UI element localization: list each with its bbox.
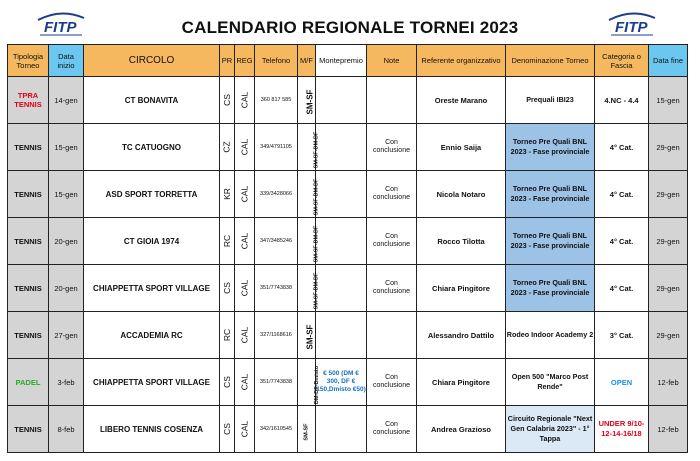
cell-reg: CAL bbox=[235, 171, 255, 218]
cell-categoria: 4° Cat. bbox=[595, 218, 649, 265]
cell-data-inizio: 8-feb bbox=[49, 406, 84, 453]
cell-data-fine: 29-gen bbox=[649, 265, 688, 312]
cell-circolo: CT GIOIA 1974 bbox=[84, 218, 220, 265]
page-title: CALENDARIO REGIONALE TORNEI 2023 bbox=[181, 18, 519, 37]
cell-circolo: LIBERO TENNIS COSENZA bbox=[84, 406, 220, 453]
table-row bbox=[8, 359, 688, 406]
cell-circolo: CHIAPPETTA SPORT VILLAGE bbox=[84, 359, 220, 406]
cell-tipologia: TENNIS bbox=[8, 406, 49, 453]
cell-circolo: CT BONAVITA bbox=[84, 77, 220, 124]
cell-mf: SM-SF bbox=[298, 312, 316, 359]
cell-tipologia: PADEL bbox=[8, 359, 49, 406]
cell-data-inizio: 20-gen bbox=[49, 265, 84, 312]
col-header-denominazione: Denominazione Torneo bbox=[506, 45, 595, 77]
cell-mf: DM-DF-Dmisto bbox=[298, 359, 316, 406]
cell-telefono: 327/1168616 bbox=[255, 312, 298, 359]
cell-mf: SM-SF-DM-DF bbox=[298, 171, 316, 218]
cell-pr: RC bbox=[220, 312, 235, 359]
col-header-circolo: CIRCOLO bbox=[84, 45, 220, 77]
cell-pr: CS bbox=[220, 359, 235, 406]
cell-mf: SM-SF bbox=[298, 77, 316, 124]
tournament-calendar-table bbox=[7, 44, 688, 453]
cell-montepremio: € 500 (DM € 300, DF € 150,Dmisto €50) bbox=[316, 359, 367, 406]
cell-telefono: 342/1610545 bbox=[255, 406, 298, 453]
cell-montepremio bbox=[316, 124, 367, 171]
cell-telefono: 351/7743838 bbox=[255, 359, 298, 406]
cell-note: Con conclusione bbox=[367, 218, 417, 265]
cell-tipologia: TENNIS bbox=[8, 265, 49, 312]
cell-reg: CAL bbox=[235, 218, 255, 265]
cell-pr: CS bbox=[220, 406, 235, 453]
cell-referente: Chiara Pingitore bbox=[417, 265, 506, 312]
cell-categoria: OPEN bbox=[595, 359, 649, 406]
cell-referente: Alessandro Dattilo bbox=[417, 312, 506, 359]
cell-note: Con conclusione bbox=[367, 359, 417, 406]
cell-data-fine: 29-gen bbox=[649, 312, 688, 359]
col-header-note: Note bbox=[367, 45, 417, 77]
cell-montepremio bbox=[316, 218, 367, 265]
cell-denominazione: Rodeo Indoor Academy 2 bbox=[506, 312, 595, 359]
table-row bbox=[8, 77, 688, 124]
cell-categoria: 4° Cat. bbox=[595, 124, 649, 171]
cell-circolo: TC CATUOGNO bbox=[84, 124, 220, 171]
col-header-referente: Referente organizzativo bbox=[417, 45, 506, 77]
table-row bbox=[8, 218, 688, 265]
cell-categoria: 4° Cat. bbox=[595, 265, 649, 312]
cell-data-fine: 29-gen bbox=[649, 124, 688, 171]
cell-montepremio bbox=[316, 77, 367, 124]
cell-data-inizio: 14-gen bbox=[49, 77, 84, 124]
cell-denominazione: Torneo Pre Quali BNL 2023 - Fase provinciale bbox=[506, 265, 595, 312]
cell-data-inizio: 15-gen bbox=[49, 124, 84, 171]
cell-montepremio bbox=[316, 171, 367, 218]
cell-telefono: 351/7743838 bbox=[255, 265, 298, 312]
cell-categoria: 4° Cat. bbox=[595, 171, 649, 218]
cell-note: Con conclusione bbox=[367, 124, 417, 171]
cell-pr: CZ bbox=[220, 124, 235, 171]
table-row bbox=[8, 171, 688, 218]
cell-reg: CAL bbox=[235, 312, 255, 359]
cell-montepremio bbox=[316, 312, 367, 359]
col-header-data-inizio: Data inizio bbox=[49, 45, 84, 77]
cell-mf: SM-SF bbox=[298, 406, 316, 453]
cell-referente: Ennio Saija bbox=[417, 124, 506, 171]
cell-pr: KR bbox=[220, 171, 235, 218]
table-row bbox=[8, 312, 688, 359]
cell-montepremio bbox=[316, 265, 367, 312]
cell-telefono: 349/4791105 bbox=[255, 124, 298, 171]
cell-tipologia: TENNIS bbox=[8, 218, 49, 265]
cell-referente: Chiara Pingitore bbox=[417, 359, 506, 406]
cell-data-inizio: 15-gen bbox=[49, 171, 84, 218]
table-header-row bbox=[8, 45, 688, 77]
cell-note bbox=[367, 312, 417, 359]
cell-telefono: 347/3485246 bbox=[255, 218, 298, 265]
cell-pr: RC bbox=[220, 218, 235, 265]
cell-circolo: CHIAPPETTA SPORT VILLAGE bbox=[84, 265, 220, 312]
col-header-montepremio: Montepremio bbox=[316, 45, 367, 77]
cell-reg: CAL bbox=[235, 77, 255, 124]
cell-data-inizio: 27-gen bbox=[49, 312, 84, 359]
cell-reg: CAL bbox=[235, 265, 255, 312]
col-header-mf: M/F bbox=[298, 45, 316, 77]
col-header-reg: REG bbox=[235, 45, 255, 77]
svg-text:FITP: FITP bbox=[615, 19, 648, 36]
cell-data-fine: 12-feb bbox=[649, 406, 688, 453]
cell-categoria: 3° Cat. bbox=[595, 312, 649, 359]
table-row bbox=[8, 406, 688, 453]
cell-categoria: UNDER 9/10-12-14-16/18 bbox=[595, 406, 649, 453]
cell-referente: Oreste Marano bbox=[417, 77, 506, 124]
cell-mf: SM-SF-DM-DF bbox=[298, 265, 316, 312]
cell-pr: CS bbox=[220, 265, 235, 312]
cell-denominazione: Circuito Regionale "Next Gen Calabria 2023" - 1° Tappa bbox=[506, 406, 595, 453]
table-row bbox=[8, 265, 688, 312]
cell-data-fine: 12-feb bbox=[649, 359, 688, 406]
cell-circolo: ASD SPORT TORRETTA bbox=[84, 171, 220, 218]
cell-reg: CAL bbox=[235, 406, 255, 453]
col-header-data-fine: Data fine bbox=[649, 45, 688, 77]
cell-tipologia: TENNIS bbox=[8, 312, 49, 359]
cell-reg: CAL bbox=[235, 359, 255, 406]
cell-montepremio bbox=[316, 406, 367, 453]
cell-data-fine: 15-gen bbox=[649, 77, 688, 124]
cell-denominazione: Torneo Pre Quali BNL 2023 - Fase provinciale bbox=[506, 171, 595, 218]
cell-categoria: 4.NC - 4.4 bbox=[595, 77, 649, 124]
col-header-categoria: Categoria o Fascia bbox=[595, 45, 649, 77]
cell-referente: Andrea Grazioso bbox=[417, 406, 506, 453]
cell-note bbox=[367, 77, 417, 124]
col-header-tipologia: Tipologia Torneo bbox=[8, 45, 49, 77]
col-header-telefono: Telefono bbox=[255, 45, 298, 77]
page-header bbox=[0, 0, 700, 44]
cell-circolo: ACCADEMIA RC bbox=[84, 312, 220, 359]
cell-reg: CAL bbox=[235, 124, 255, 171]
cell-pr: CS bbox=[220, 77, 235, 124]
col-header-pr: PR bbox=[220, 45, 235, 77]
cell-telefono: 360 817 585 bbox=[255, 77, 298, 124]
cell-tipologia: TPRA TENNIS bbox=[8, 77, 49, 124]
cell-note: Con conclusione bbox=[367, 171, 417, 218]
cell-note: Con conclusione bbox=[367, 406, 417, 453]
cell-referente: Rocco Tilotta bbox=[417, 218, 506, 265]
cell-data-inizio: 3-feb bbox=[49, 359, 84, 406]
cell-data-fine: 29-gen bbox=[649, 218, 688, 265]
cell-data-fine: 29-gen bbox=[649, 171, 688, 218]
table-row bbox=[8, 124, 688, 171]
cell-referente: Nicola Notaro bbox=[417, 171, 506, 218]
cell-denominazione: Torneo Pre Quali BNL 2023 - Fase provinciale bbox=[506, 218, 595, 265]
cell-denominazione: Open 500 "Marco Post Rende" bbox=[506, 359, 595, 406]
fitp-logo-right bbox=[605, 10, 659, 40]
cell-mf: SM-SF-DM-DF bbox=[298, 218, 316, 265]
cell-denominazione: Prequali IBI23 bbox=[506, 77, 595, 124]
cell-note: Con conclusione bbox=[367, 265, 417, 312]
svg-text:FITP: FITP bbox=[44, 19, 77, 36]
cell-tipologia: TENNIS bbox=[8, 171, 49, 218]
cell-data-inizio: 20-gen bbox=[49, 218, 84, 265]
cell-mf: SM-SF-DM-DF bbox=[298, 124, 316, 171]
cell-tipologia: TENNIS bbox=[8, 124, 49, 171]
cell-denominazione: Torneo Pre Quali BNL 2023 - Fase provinciale bbox=[506, 124, 595, 171]
cell-telefono: 339/3428066 bbox=[255, 171, 298, 218]
